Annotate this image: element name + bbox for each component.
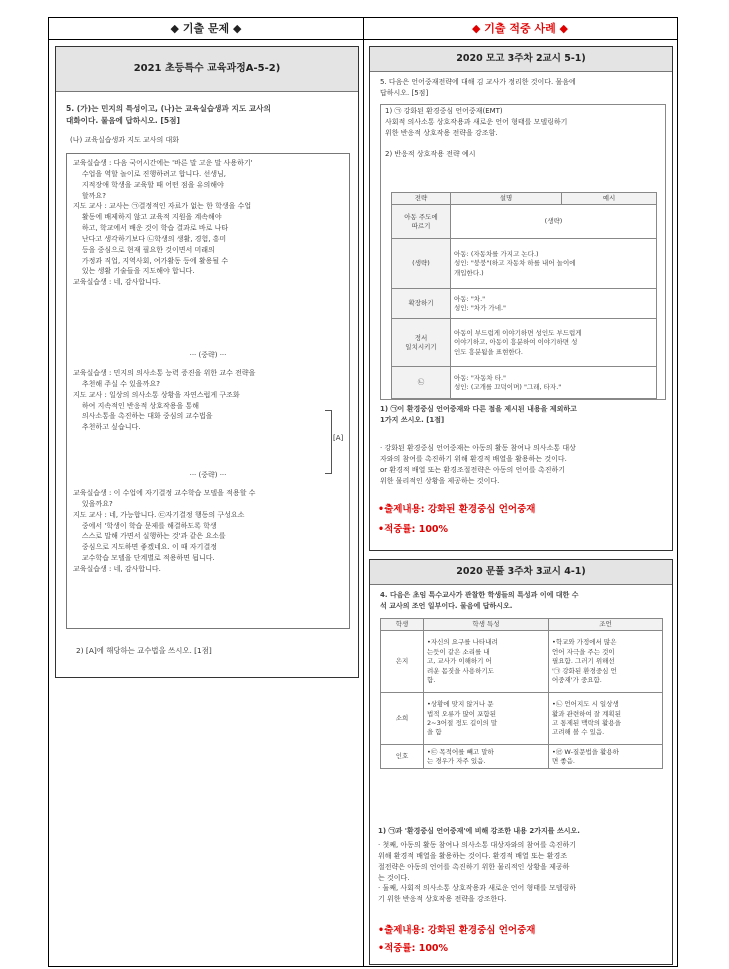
hit-content-2: •출제내용: 강화된 환경중심 언어중재 [378,925,536,936]
student-name: 은지 [381,631,424,693]
table-row-strategy: 아동 주도에 따르기 [392,205,451,239]
student-advice: •㉡ 언어지도 시 일상생 활과 관련하여 잘 계획된 고 통제된 맥락의 활용을 고려해 볼 수 있음. [549,693,663,745]
omission-1: ··· (중략) ··· [189,351,227,359]
table-row-strategy: (생략) [392,239,451,289]
table-row-example: 아동: "자동차 타." 성인: (고개를 끄덕이며) "그래, 타자." [451,367,657,399]
model-answer-2: · 첫째, 아동의 활동 참여나 의사소통 대상자와의 참여를 촉진하기 위해 환경적 배열을 활용하는 것이다. 환경적 배열 또는 환경조 절전략은 아동의 언어를 촉진하기 위한 물리적인 상황을 제공하 는 것이다. · 둘째, 사회적 의사소통 상호작용과 새로운 언어 형태를 모델링하 기 위한 반응적 상호작용 전략을 강조한다. [378,841,577,904]
student-name: 인호 [381,745,424,769]
dialog-box [66,153,350,629]
table-row-strategy: ㉡ [392,367,451,399]
hit-case-title-2: 2020 문풀 3주차 3교시 4-1) [370,560,672,585]
left-header: ◆ 기출 문제 ◆ [49,18,363,40]
sub-question-2: 2) [A]에 해당하는 교수법을 쓰시오. [1점] [76,646,212,655]
table-row-strategy: 정서 일치시키기 [392,319,451,367]
bracket-label: [A] [333,434,344,442]
model-answer-1: · 강화된 환경중심 언어중재는 아동의 활동 참여나 의사소통 대상 자와의 참여를 촉진하기 위해 환경적 배열을 활용하는 것이다. or 환경적 배열 또는 환경조절전략은 아동의 언어를 촉진하기 위한 물리적인 상황을 제공하는 것이다. [380,444,576,485]
table-row-example: (생략) [451,205,657,239]
bracket-mark [325,410,332,474]
strategy-table [391,192,657,399]
student-trait: •자신의 요구를 나타내려 는듯이 같은 소리를 내 고, 교사가 이해하기 어 려운 몸짓을 사용하기도 함. [424,631,549,693]
omission-2: ··· (중략) ··· [189,471,227,479]
exam-question-box [55,46,359,678]
column-divider [363,18,364,966]
dialog-part-3: 교육실습생 : 이 수업에 자기결정 교수학습 모델을 적용할 수 있을까요? 지도 교사 : 네, 가능합니다. ㉢자기결정 행동의 구성요소 중에서 '학생이 학습 문제를 해결하도록 학생 스스로 말해 가면서 실행하는 것'과 같은 요소를 중심으로 지도하면 좋겠네요. 이 때 자기결정 교수학습 모델을 단계별로 적용하면 됩니다. 교육실습생 : 네, 감사합니다. [73,489,256,573]
student-advice: •㉣ W-질문법을 활용하 면 좋음. [549,745,663,769]
student-name: 소희 [381,693,424,745]
student-trait: •상황에 맞지 않거나 문 법적 오류가 많이 포함된 2~3어절 정도 길이의 말 을 함 [424,693,549,745]
table-row-example: 아동이 부드럽게 이야기하면 성인도 부드럽게 이야기하고, 아동이 흥분하여 이야기하면 성 인도 흥분됨을 표현한다. [451,319,657,367]
hit-case-question-1: 5. 다음은 언어중재전략에 대해 김 교사가 정리한 것이다. 물음에 답하시오. [5점] [380,78,576,97]
student-advice: •학교와 가정에서 많은 언어 자극을 주는 것이 필요함. 그러기 위해선 '㉠ 강화된 환경중심 언 어중재'가 중요함. [549,631,663,693]
student-trait: •㉢ 목적어를 빼고 말하 는 경우가 자주 있음. [424,745,549,769]
hit-case-box-1 [369,46,673,551]
right-header: ◆ 기출 적중 사례 ◆ [363,18,677,40]
table-header-cell: 예시 [562,193,657,205]
hit-case-title-1: 2020 모고 3주차 2교시 5-1) [370,47,672,72]
table-row-example: 아동: "차." 성인: "차가 가네." [451,289,657,319]
table-header-cell: 학생 특성 [424,619,549,631]
hit-case-subquestion-1: 1) ㉠이 환경중심 언어중재와 다른 점을 제시된 내용을 제외하고 1가지 쓰시오. [1점] [380,405,577,424]
table-header-cell: 전략 [392,193,451,205]
dialog-part-1: 교육실습생 : 다음 국어시간에는 '바른 말 고운 말 사용하기' 수업을 역할 놀이로 진행하려고 합니다. 선생님, 지적장애 학생을 교육할 때 어떤 점을 유의해야 할까요? 지도 교사 : 교사는 ㉠결정적인 자료가 없는 한 학생을 수업 활동에 배제하지 않고 교육적 지원을 계속해야 하고, 학교에서 배운 것이 학습 결과로 바로 나타 난다고 생각하기보다 ㉡학생의 생활, 경험, 흥미 등을 중심으로 현재 필요한 것이면서 미래의 가정과 직업, 지역사회, 여가활동 등에 활용될 수 있는 생활 기술들을 지도해야 합니다. 교육실습생 : 네, 감사합니다. [73,159,253,287]
table-header-cell: 학생 [381,619,424,631]
hit-rate-1: •적중률: 100% [378,524,449,535]
question-text: 5. (가)는 민지의 특성이고, (나)는 교육실습생과 지도 교사의 대화이다. 물음에 답하시오. [5점] [66,104,271,125]
table-row-strategy: 확장하기 [392,289,451,319]
strategy-box [380,104,666,400]
hit-content-1: •출제내용: 강화된 환경중심 언어중재 [378,504,536,515]
hit-rate-2: •적중률: 100% [378,943,449,954]
student-table [380,618,663,769]
table-header-cell: 설명 [451,193,562,205]
hit-case-box-2 [369,559,673,965]
sub-label: (나) 교육실습생과 지도 교사의 대화 [70,136,180,144]
table-row-example: 아동: (자동차를 가지고 논다.) 성인: "붕붕"(하고 자동차 하를 내어 놀이에 개입한다.) [451,239,657,289]
document-frame [48,17,678,967]
table-header-cell: 조언 [549,619,663,631]
exam-question-title: 2021 초등특수 교육과정A-5-2) [56,47,358,92]
hit-case-subquestion-2: 1) ㉠과 '환경중심 언어중재'에 비해 강조한 내용 2가지를 쓰시오. [378,827,580,835]
dialog-part-2: 교육실습생 : 민지의 의사소통 능력 증진을 위한 교수 전략을 추천해 주실 수 있을까요? 지도 교사 : 일상의 의사소통 상황을 자연스럽게 구조화 하여 지속적인 반응적 상호작용을 통해 의사소통을 촉진하는 대화 중심의 교수법을 추천하고 싶습니다. [73,369,256,432]
strategy-box-text: 1) ㉠ 강화된 환경중심 언어중재(EMT) 사회적 의사소통 상호작용과 새로운 언어 형태를 모델링하기 위한 반응적 상호작용 전략을 강조함. 2) 반응적 상호작용 전략 예시 [385,107,568,159]
hit-case-question-2: 4. 다음은 초임 특수교사가 관찰한 학생들의 특성과 이에 대한 수 석 교사의 조언 일부이다. 물음에 답하시오. [380,591,579,610]
